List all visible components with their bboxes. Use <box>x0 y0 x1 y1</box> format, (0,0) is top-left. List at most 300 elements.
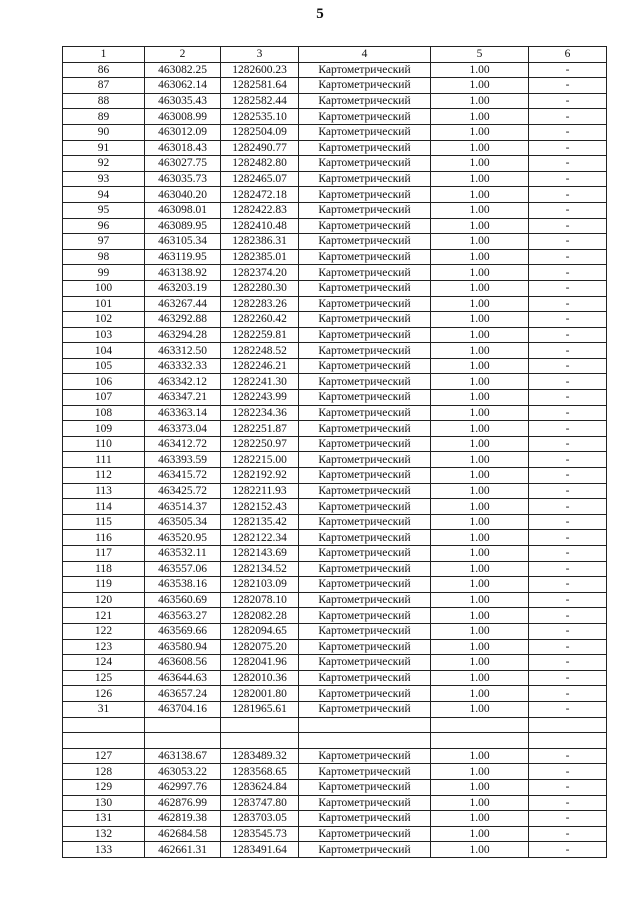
cell-method: Картометрический <box>299 156 431 172</box>
table-row <box>63 639 607 655</box>
table-row <box>63 468 607 484</box>
cell-method: Картометрический <box>299 468 431 484</box>
cell-method: Картометрический <box>299 670 431 686</box>
cell-point-number: 100 <box>63 280 145 296</box>
table-row <box>63 249 607 265</box>
cell-precision: 1.00 <box>431 436 529 452</box>
cell-description: - <box>529 748 607 764</box>
cell-x-coordinate: 462997.76 <box>145 779 221 795</box>
cell-description: - <box>529 109 607 125</box>
cell-method: Картометрический <box>299 249 431 265</box>
cell-description: - <box>529 405 607 421</box>
table-row <box>63 842 607 858</box>
cell-point-number: 114 <box>63 499 145 515</box>
cell-x-coordinate: 463332.33 <box>145 358 221 374</box>
cell-point-number: 113 <box>63 483 145 499</box>
cell-method: Картометрический <box>299 701 431 717</box>
cell-description: - <box>529 561 607 577</box>
cell-precision: 1.00 <box>431 156 529 172</box>
cell-method: Картометрический <box>299 686 431 702</box>
cell-point-number: 127 <box>63 748 145 764</box>
cell-y-coordinate: 1282001.80 <box>221 686 299 702</box>
header-cell-y-coordinate: 3 <box>221 47 299 63</box>
cell-x-coordinate: 463557.06 <box>145 561 221 577</box>
cell-point-number: 97 <box>63 234 145 250</box>
cell-description: - <box>529 78 607 94</box>
table-row <box>63 109 607 125</box>
cell-method: Картометрический <box>299 639 431 655</box>
cell-description: - <box>529 62 607 78</box>
header-cell-x-coordinate: 2 <box>145 47 221 63</box>
cell-point-number: 98 <box>63 249 145 265</box>
cell-description: - <box>529 686 607 702</box>
cell-point-number: 116 <box>63 530 145 546</box>
cell-x-coordinate: 463505.34 <box>145 514 221 530</box>
cell-y-coordinate: 1282143.69 <box>221 546 299 562</box>
table-row <box>63 405 607 421</box>
cell-x-coordinate: 463138.67 <box>145 748 221 764</box>
cell-method: Картометрический <box>299 234 431 250</box>
cell-precision: 1.00 <box>431 265 529 281</box>
header-cell-precision: 5 <box>431 47 529 63</box>
cell-x-coordinate: 463373.04 <box>145 421 221 437</box>
cell-x-coordinate: 463018.43 <box>145 140 221 156</box>
cell-y-coordinate: 1282410.48 <box>221 218 299 234</box>
cell-point-number: 106 <box>63 374 145 390</box>
cell-description: - <box>529 421 607 437</box>
cell-point-number <box>63 733 145 749</box>
cell-method: Картометрический <box>299 546 431 562</box>
table-row <box>63 390 607 406</box>
cell-precision: 1.00 <box>431 546 529 562</box>
cell-y-coordinate: 1282134.52 <box>221 561 299 577</box>
cell-point-number: 123 <box>63 639 145 655</box>
cell-x-coordinate: 463089.95 <box>145 218 221 234</box>
cell-point-number: 126 <box>63 686 145 702</box>
cell-x-coordinate <box>145 717 221 733</box>
table-row <box>63 296 607 312</box>
cell-y-coordinate: 1283703.05 <box>221 811 299 827</box>
table-row <box>63 546 607 562</box>
cell-point-number: 110 <box>63 436 145 452</box>
cell-y-coordinate: 1282135.42 <box>221 514 299 530</box>
cell-x-coordinate: 463294.28 <box>145 327 221 343</box>
cell-precision: 1.00 <box>431 639 529 655</box>
cell-precision: 1.00 <box>431 592 529 608</box>
cell-method: Картометрический <box>299 374 431 390</box>
cell-description: - <box>529 779 607 795</box>
table-row <box>63 592 607 608</box>
cell-method: Картометрический <box>299 78 431 94</box>
cell-precision <box>431 733 529 749</box>
cell-method: Картометрический <box>299 499 431 515</box>
table-row <box>63 124 607 140</box>
table-row <box>63 514 607 530</box>
cell-x-coordinate: 463119.95 <box>145 249 221 265</box>
cell-method: Картометрический <box>299 748 431 764</box>
cell-precision: 1.00 <box>431 62 529 78</box>
cell-description: - <box>529 577 607 593</box>
cell-point-number: 87 <box>63 78 145 94</box>
cell-y-coordinate: 1282582.44 <box>221 93 299 109</box>
cell-y-coordinate: 1282192.92 <box>221 468 299 484</box>
cell-precision: 1.00 <box>431 779 529 795</box>
cell-description: - <box>529 249 607 265</box>
cell-point-number: 108 <box>63 405 145 421</box>
cell-point-number: 99 <box>63 265 145 281</box>
table-row <box>63 93 607 109</box>
cell-description: - <box>529 93 607 109</box>
cell-precision: 1.00 <box>431 811 529 827</box>
cell-point-number: 132 <box>63 826 145 842</box>
cell-precision: 1.00 <box>431 374 529 390</box>
table-row <box>63 701 607 717</box>
cell-x-coordinate: 463105.34 <box>145 234 221 250</box>
cell-y-coordinate: 1282581.64 <box>221 78 299 94</box>
cell-y-coordinate: 1283568.65 <box>221 764 299 780</box>
cell-point-number: 130 <box>63 795 145 811</box>
cell-x-coordinate: 463704.16 <box>145 701 221 717</box>
cell-y-coordinate: 1282122.34 <box>221 530 299 546</box>
cell-method: Картометрический <box>299 577 431 593</box>
cell-precision: 1.00 <box>431 234 529 250</box>
cell-y-coordinate: 1283747.80 <box>221 795 299 811</box>
cell-y-coordinate: 1282075.20 <box>221 639 299 655</box>
cell-x-coordinate: 463520.95 <box>145 530 221 546</box>
cell-precision: 1.00 <box>431 608 529 624</box>
cell-point-number: 31 <box>63 701 145 717</box>
cell-x-coordinate: 463040.20 <box>145 187 221 203</box>
cell-precision: 1.00 <box>431 764 529 780</box>
cell-y-coordinate: 1282234.36 <box>221 405 299 421</box>
cell-method: Картометрический <box>299 140 431 156</box>
table-row <box>63 234 607 250</box>
cell-point-number: 103 <box>63 327 145 343</box>
cell-description: - <box>529 436 607 452</box>
cell-point-number: 101 <box>63 296 145 312</box>
cell-x-coordinate: 463425.72 <box>145 483 221 499</box>
cell-method: Картометрический <box>299 811 431 827</box>
cell-description: - <box>529 811 607 827</box>
cell-x-coordinate: 463347.21 <box>145 390 221 406</box>
cell-y-coordinate: 1282041.96 <box>221 655 299 671</box>
table-row <box>63 327 607 343</box>
cell-y-coordinate: 1283491.64 <box>221 842 299 858</box>
header-cell-description: 6 <box>529 47 607 63</box>
cell-description: - <box>529 701 607 717</box>
table-row <box>63 343 607 359</box>
cell-x-coordinate: 463008.99 <box>145 109 221 125</box>
table-row <box>63 171 607 187</box>
cell-point-number: 90 <box>63 124 145 140</box>
cell-point-number: 124 <box>63 655 145 671</box>
cell-y-coordinate <box>221 717 299 733</box>
cell-y-coordinate: 1282280.30 <box>221 280 299 296</box>
table-row <box>63 62 607 78</box>
cell-method: Картометрический <box>299 405 431 421</box>
table-row <box>63 748 607 764</box>
table-row <box>63 452 607 468</box>
cell-x-coordinate: 463312.50 <box>145 343 221 359</box>
cell-point-number: 125 <box>63 670 145 686</box>
cell-description: - <box>529 218 607 234</box>
cell-point-number: 115 <box>63 514 145 530</box>
cell-point-number: 117 <box>63 546 145 562</box>
cell-y-coordinate: 1282283.26 <box>221 296 299 312</box>
cell-x-coordinate: 463532.11 <box>145 546 221 562</box>
cell-point-number: 112 <box>63 468 145 484</box>
cell-x-coordinate <box>145 733 221 749</box>
cell-description: - <box>529 655 607 671</box>
cell-x-coordinate: 463608.56 <box>145 655 221 671</box>
cell-description <box>529 733 607 749</box>
cell-x-coordinate: 463138.92 <box>145 265 221 281</box>
cell-description: - <box>529 312 607 328</box>
cell-description: - <box>529 530 607 546</box>
cell-y-coordinate: 1282248.52 <box>221 343 299 359</box>
cell-method: Картометрический <box>299 452 431 468</box>
cell-y-coordinate: 1282250.97 <box>221 436 299 452</box>
cell-precision: 1.00 <box>431 249 529 265</box>
cell-precision: 1.00 <box>431 452 529 468</box>
table-row <box>63 436 607 452</box>
cell-y-coordinate: 1282251.87 <box>221 421 299 437</box>
cell-method: Картометрический <box>299 483 431 499</box>
cell-description: - <box>529 468 607 484</box>
cell-point-number: 104 <box>63 343 145 359</box>
table-row <box>63 779 607 795</box>
cell-method: Картометрический <box>299 608 431 624</box>
table-row <box>63 218 607 234</box>
table-row <box>63 187 607 203</box>
cell-method: Картометрический <box>299 764 431 780</box>
cell-precision: 1.00 <box>431 218 529 234</box>
cell-method: Картометрический <box>299 202 431 218</box>
cell-description: - <box>529 764 607 780</box>
cell-y-coordinate: 1282259.81 <box>221 327 299 343</box>
cell-method: Картометрический <box>299 795 431 811</box>
cell-description: - <box>529 483 607 499</box>
table-row <box>63 826 607 842</box>
cell-y-coordinate: 1282082.28 <box>221 608 299 624</box>
cell-point-number: 91 <box>63 140 145 156</box>
cell-precision: 1.00 <box>431 140 529 156</box>
cell-description: - <box>529 826 607 842</box>
cell-description: - <box>529 140 607 156</box>
cell-precision: 1.00 <box>431 124 529 140</box>
cell-x-coordinate: 463027.75 <box>145 156 221 172</box>
cell-description: - <box>529 374 607 390</box>
table-row <box>63 561 607 577</box>
cell-description: - <box>529 546 607 562</box>
cell-y-coordinate: 1282103.09 <box>221 577 299 593</box>
cell-y-coordinate: 1283489.32 <box>221 748 299 764</box>
table-row <box>63 358 607 374</box>
cell-description: - <box>529 499 607 515</box>
cell-precision: 1.00 <box>431 577 529 593</box>
cell-method: Картометрический <box>299 327 431 343</box>
cell-x-coordinate: 463292.88 <box>145 312 221 328</box>
cell-point-number: 92 <box>63 156 145 172</box>
table-row <box>63 140 607 156</box>
cell-method: Картометрический <box>299 218 431 234</box>
cell-method: Картометрический <box>299 343 431 359</box>
cell-point-number: 119 <box>63 577 145 593</box>
header-cell-method: 4 <box>299 47 431 63</box>
cell-precision: 1.00 <box>431 499 529 515</box>
cell-precision: 1.00 <box>431 748 529 764</box>
cell-precision: 1.00 <box>431 686 529 702</box>
cell-precision: 1.00 <box>431 468 529 484</box>
cell-precision: 1.00 <box>431 561 529 577</box>
cell-y-coordinate: 1282374.20 <box>221 265 299 281</box>
cell-precision: 1.00 <box>431 795 529 811</box>
cell-description: - <box>529 592 607 608</box>
cell-method: Картометрический <box>299 561 431 577</box>
cell-x-coordinate: 463035.73 <box>145 171 221 187</box>
cell-method: Картометрический <box>299 655 431 671</box>
cell-description: - <box>529 390 607 406</box>
table-row <box>63 374 607 390</box>
cell-precision: 1.00 <box>431 842 529 858</box>
cell-method: Картометрический <box>299 187 431 203</box>
cell-description: - <box>529 452 607 468</box>
cell-point-number: 120 <box>63 592 145 608</box>
table-row <box>63 795 607 811</box>
table-row <box>63 530 607 546</box>
cell-precision: 1.00 <box>431 296 529 312</box>
cell-precision: 1.00 <box>431 202 529 218</box>
cell-description: - <box>529 296 607 312</box>
cell-method: Картометрический <box>299 265 431 281</box>
cell-y-coordinate: 1282211.93 <box>221 483 299 499</box>
cell-description: - <box>529 842 607 858</box>
cell-x-coordinate: 463412.72 <box>145 436 221 452</box>
table-row <box>63 202 607 218</box>
cell-method: Картометрический <box>299 171 431 187</box>
table-row <box>63 608 607 624</box>
table-row <box>63 421 607 437</box>
cell-y-coordinate: 1282386.31 <box>221 234 299 250</box>
cell-method: Картометрический <box>299 592 431 608</box>
cell-method <box>299 733 431 749</box>
table-body <box>63 62 607 857</box>
cell-precision: 1.00 <box>431 78 529 94</box>
cell-point-number: 109 <box>63 421 145 437</box>
cell-point-number: 95 <box>63 202 145 218</box>
cell-y-coordinate: 1282152.43 <box>221 499 299 515</box>
cell-description: - <box>529 639 607 655</box>
cell-method: Картометрический <box>299 779 431 795</box>
table-row <box>63 623 607 639</box>
cell-x-coordinate: 463393.59 <box>145 452 221 468</box>
header-row <box>63 47 607 63</box>
cell-point-number: 122 <box>63 623 145 639</box>
cell-y-coordinate: 1282094.65 <box>221 623 299 639</box>
cell-x-coordinate: 462684.58 <box>145 826 221 842</box>
table-row <box>63 156 607 172</box>
cell-precision: 1.00 <box>431 421 529 437</box>
cell-y-coordinate: 1282422.83 <box>221 202 299 218</box>
cell-y-coordinate: 1282482.80 <box>221 156 299 172</box>
cell-x-coordinate: 463580.94 <box>145 639 221 655</box>
table-row <box>63 670 607 686</box>
table-row <box>63 265 607 281</box>
cell-method: Картометрический <box>299 124 431 140</box>
cell-x-coordinate: 463098.01 <box>145 202 221 218</box>
cell-y-coordinate: 1282260.42 <box>221 312 299 328</box>
cell-precision: 1.00 <box>431 187 529 203</box>
cell-x-coordinate: 463514.37 <box>145 499 221 515</box>
cell-method: Картометрический <box>299 93 431 109</box>
cell-precision: 1.00 <box>431 514 529 530</box>
table-row <box>63 577 607 593</box>
table-row <box>63 312 607 328</box>
cell-description <box>529 717 607 733</box>
cell-x-coordinate: 463203.19 <box>145 280 221 296</box>
table-row <box>63 811 607 827</box>
cell-precision: 1.00 <box>431 390 529 406</box>
cell-description: - <box>529 202 607 218</box>
cell-description: - <box>529 171 607 187</box>
cell-description: - <box>529 327 607 343</box>
cell-method: Картометрический <box>299 421 431 437</box>
table-row <box>63 280 607 296</box>
table-header <box>63 47 607 63</box>
cell-method: Картометрический <box>299 842 431 858</box>
cell-y-coordinate: 1282241.30 <box>221 374 299 390</box>
cell-method: Картометрический <box>299 358 431 374</box>
cell-x-coordinate: 462876.99 <box>145 795 221 811</box>
cell-x-coordinate: 462661.31 <box>145 842 221 858</box>
cell-point-number: 118 <box>63 561 145 577</box>
cell-precision: 1.00 <box>431 623 529 639</box>
cell-description: - <box>529 187 607 203</box>
cell-x-coordinate: 463569.66 <box>145 623 221 639</box>
cell-point-number: 131 <box>63 811 145 827</box>
cell-precision: 1.00 <box>431 670 529 686</box>
cell-precision: 1.00 <box>431 312 529 328</box>
table-row <box>63 499 607 515</box>
cell-point-number: 96 <box>63 218 145 234</box>
cell-precision: 1.00 <box>431 483 529 499</box>
cell-x-coordinate: 463062.14 <box>145 78 221 94</box>
table-row <box>63 717 607 733</box>
cell-precision: 1.00 <box>431 358 529 374</box>
cell-point-number: 102 <box>63 312 145 328</box>
cell-y-coordinate: 1282010.36 <box>221 670 299 686</box>
cell-x-coordinate: 463415.72 <box>145 468 221 484</box>
cell-y-coordinate: 1282535.10 <box>221 109 299 125</box>
page-number: 5 <box>316 6 324 22</box>
cell-y-coordinate: 1282600.23 <box>221 62 299 78</box>
cell-method: Картометрический <box>299 514 431 530</box>
cell-precision: 1.00 <box>431 280 529 296</box>
cell-y-coordinate: 1282472.18 <box>221 187 299 203</box>
cell-x-coordinate: 463560.69 <box>145 592 221 608</box>
cell-method: Картометрический <box>299 62 431 78</box>
table-row <box>63 655 607 671</box>
cell-y-coordinate: 1282465.07 <box>221 171 299 187</box>
table-row <box>63 483 607 499</box>
cell-precision: 1.00 <box>431 93 529 109</box>
cell-point-number <box>63 717 145 733</box>
table-row <box>63 733 607 749</box>
cell-method: Картометрический <box>299 312 431 328</box>
cell-description: - <box>529 280 607 296</box>
cell-precision: 1.00 <box>431 327 529 343</box>
cell-description: - <box>529 265 607 281</box>
